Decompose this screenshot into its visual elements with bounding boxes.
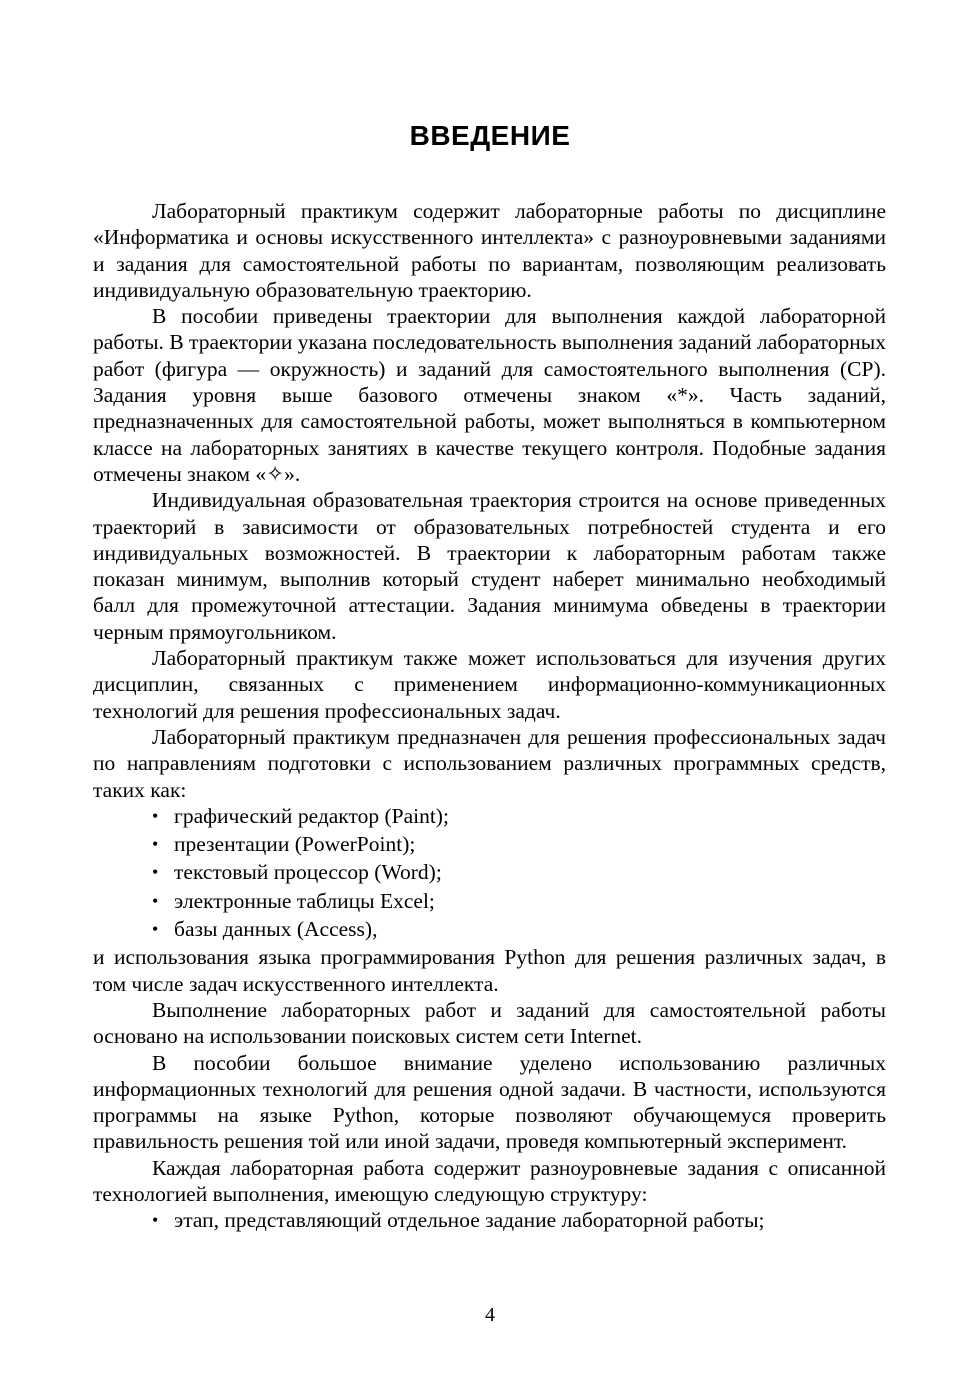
paragraph: Каждая лабораторная работа содержит разноуровневые задания с описанной технологией выполнения, имеющую следующую структуру: xyxy=(93,1155,886,1206)
list-item xyxy=(152,803,886,829)
list-item xyxy=(152,1207,886,1233)
list-item xyxy=(152,888,886,914)
list-item-text: презентации (PowerPoint); xyxy=(174,832,416,857)
list-item xyxy=(152,831,886,857)
bullet-icon: • xyxy=(152,919,159,940)
list-item-text: электронные таблицы Excel; xyxy=(174,888,435,913)
list-item xyxy=(152,916,886,942)
paragraph: В пособии большое внимание уделено использованию различных информационных технологий для решения одной задачи. В частности, используются программы на языке Python, которые позволяют обучающемуся проверить правильность решения той или иной задачи, проведя компьютерный эксперимент. xyxy=(93,1050,886,1154)
list-item-text: графический редактор (Paint); xyxy=(174,803,449,828)
paragraph: и использования языка программирования Python для решения различных задач, в том числе задач искусственного интеллекта. xyxy=(93,945,886,996)
list-item-text: текстовый процессор (Word); xyxy=(174,860,442,885)
page-number: 4 xyxy=(485,1304,495,1326)
bullet-icon: • xyxy=(152,890,159,911)
paragraph: В пособии приведены траектории для выполнения каждой лабораторной работы. В траектории указана последовательность выполнения заданий лабораторных работ (фигура — окружность) и заданий для самостоятельного выполнения (СР). Задания уровня выше базового отмечены знаком «*». Часть заданий, предназначенных для самостоятельной работы, может выполняться в компьютерном классе на лабораторных занятиях в качестве текущего контроля. Подобные задания отмечены знаком «✧». xyxy=(93,304,886,486)
list-item-text: базы данных (Access), xyxy=(174,917,378,942)
page-title: ВВЕДЕНИЕ xyxy=(409,120,571,151)
paragraph: Лабораторный практикум содержит лабораторные работы по дисциплине «Информатика и основы искусственного интеллекта» с разноуровневыми заданиями и задания для самостоятельной работы по вариантам, позволяющим реализовать индивидуальную образовательную траекторию. xyxy=(93,199,886,302)
list-item-text: этап, представляющий отдельное задание лабораторной работы; xyxy=(174,1208,765,1233)
bullet-icon: • xyxy=(152,862,159,883)
structure-list xyxy=(93,1207,886,1233)
list-item xyxy=(152,859,886,885)
paragraph: Индивидуальная образовательная траектория строится на основе приведенных траекторий в зависимости от образовательных потребностей студента и его индивидуальных возможностей. В траектории к лабораторным работам также показан минимум, выполнив который студент наберет минимально необходимый балл для промежуточной аттестации. Задания минимума обведены в траектории черным прямоугольником. xyxy=(93,488,886,644)
document-body xyxy=(93,198,886,1236)
paragraph: Выполнение лабораторных работ и заданий для самостоятельной работы основано на использовании поисковых систем сети Internet. xyxy=(93,997,886,1049)
paragraph: Лабораторный практикум также может использоваться для изучения других дисциплин, связанных с применением информационно-коммуникационных технологий для решения профессиональных задач. xyxy=(93,646,886,723)
bullet-icon: • xyxy=(152,834,159,855)
bullet-icon: • xyxy=(152,805,159,826)
bullet-icon: • xyxy=(152,1210,159,1231)
paragraph: Лабораторный практикум предназначен для решения профессиональных задач по направлениям подготовки с использованием различных программных средств, таких как: xyxy=(93,724,886,802)
software-list xyxy=(93,803,886,942)
